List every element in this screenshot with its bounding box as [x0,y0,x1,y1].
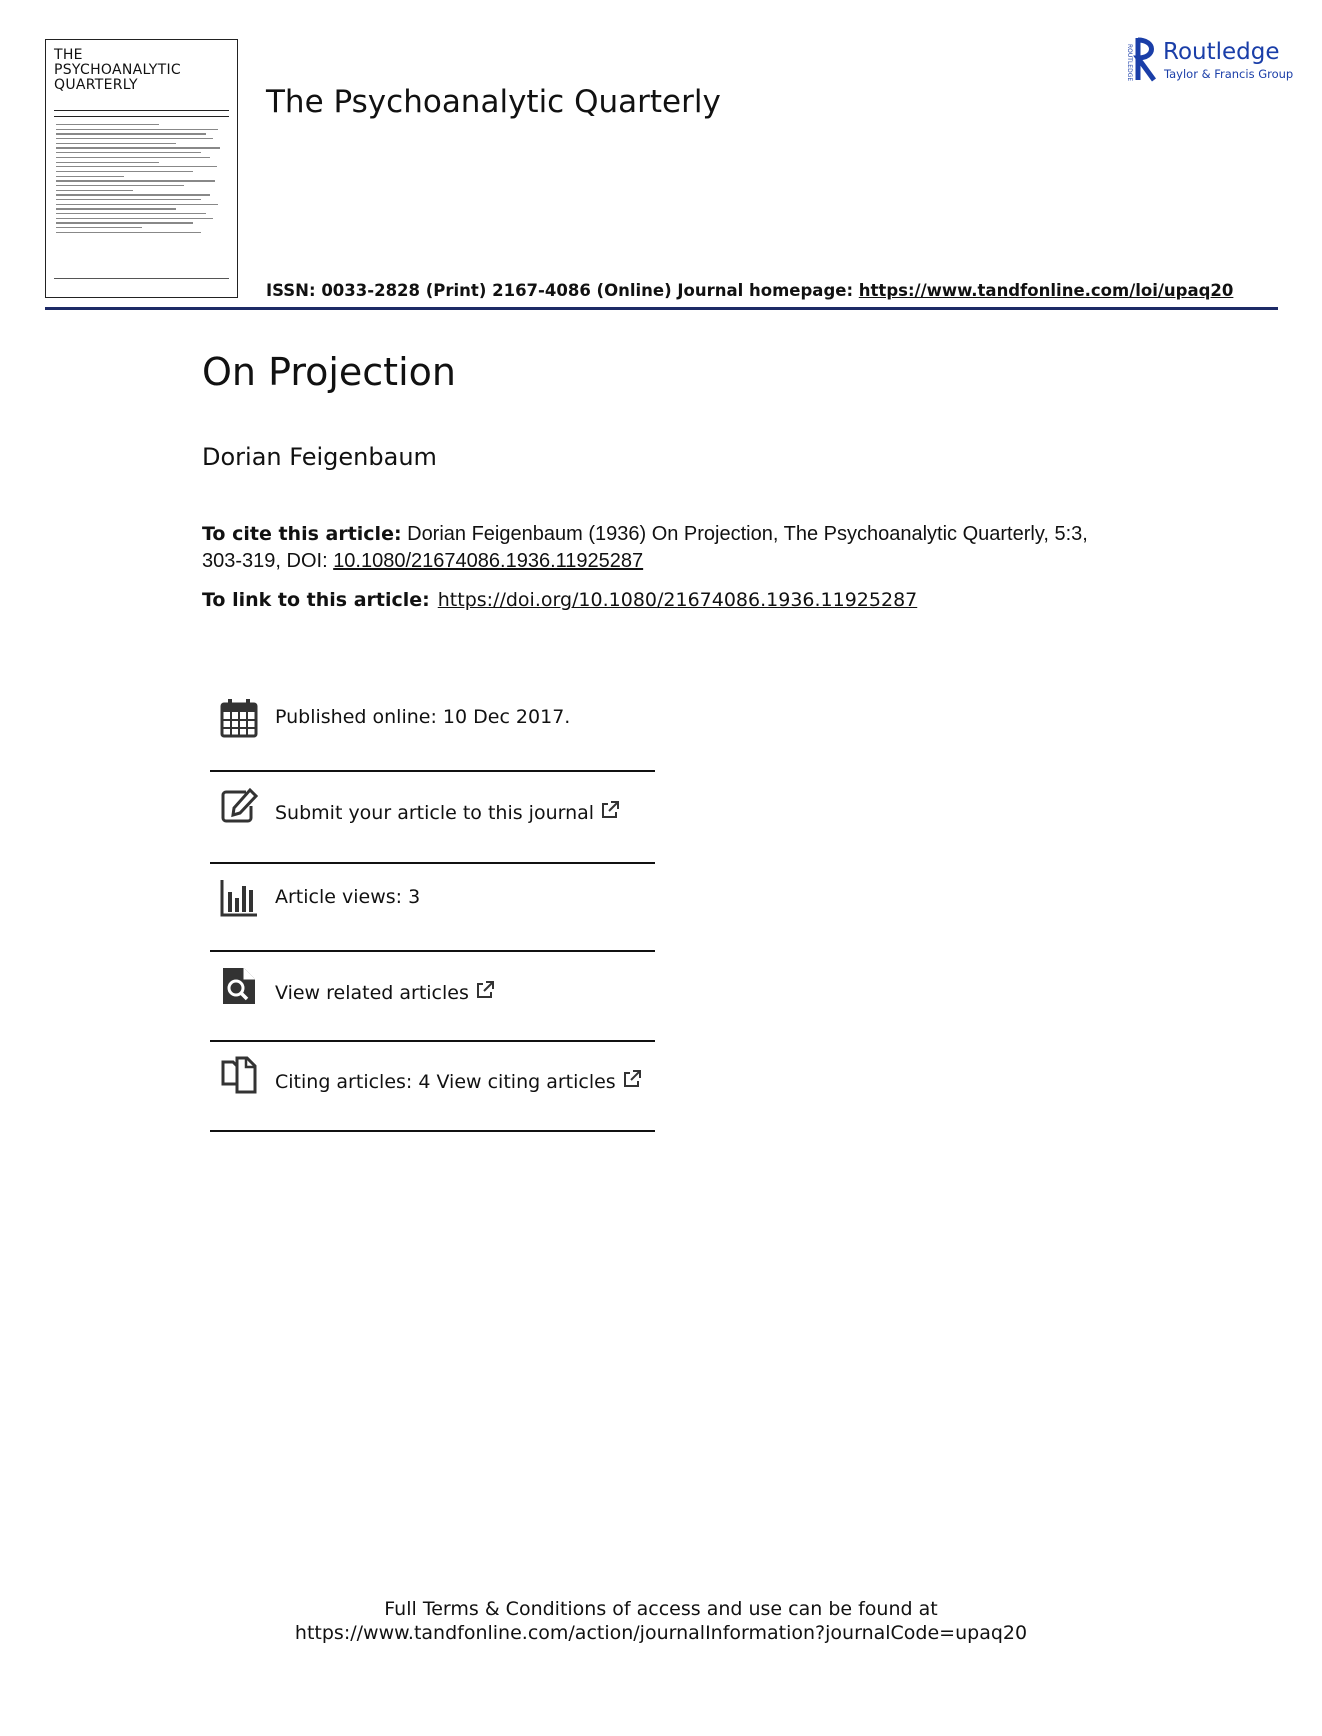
info-separator [210,770,655,772]
journal-homepage-link[interactable]: https://www.tandfonline.com/loi/upaq20 [858,281,1234,300]
cite-text: Dorian Feigenbaum (1936) On Projection, The Psychoanalytic Quarterly, 5:3, 303-319, DOI: [202,523,1088,572]
cite-label: To cite this article: [202,523,402,545]
article-views-text: Article views: 3 [275,886,421,908]
doi-link[interactable]: 10.1080/21674086.1936.11925287 [333,550,644,572]
issn-text: ISSN: 0033-2828 (Print) 2167-4086 (Online) Journal homepage: [266,281,859,300]
info-separator [210,950,655,952]
info-separator [210,862,655,864]
related-articles-item[interactable] [210,962,655,1050]
submit-article-item[interactable] [210,780,655,868]
citing-documents-icon [220,1054,258,1094]
link-label: To link to this article: [202,589,430,611]
routledge-logo-icon [1126,36,1156,82]
logo-vertical-text: ROUTLEDGE [1126,44,1133,82]
cover-footer-rule [54,278,229,283]
issn-line [266,281,1233,300]
published-online-text: Published online: 10 Dec 2017. [275,706,571,728]
cover-volume-bar [54,110,229,117]
citing-articles-item[interactable] [210,1050,655,1138]
publisher-group: Taylor & Francis Group [1164,67,1294,81]
citing-articles-text: Citing articles: 4 View citing articles [275,1071,616,1093]
terms-footer [0,1597,1322,1645]
bar-chart-icon [220,878,258,918]
header-divider [45,307,1278,310]
terms-text: Full Terms & Conditions of access and use can be found at [384,1598,938,1620]
terms-url[interactable]: https://www.tandfonline.com/action/journalInformation?journalCode=upaq20 [294,1622,1028,1644]
info-separator [210,1130,655,1132]
journal-cover-thumbnail [45,39,238,298]
article-title: On Projection [202,350,456,394]
edit-icon [220,786,258,826]
external-link-icon [622,1069,642,1089]
info-separator [210,1040,655,1042]
cover-title: THE PSYCHOANALYTIC QUARTERLY [54,47,181,93]
calendar-icon [220,698,258,738]
publisher-name: Routledge [1163,39,1280,65]
submit-article-text: Submit your article to this journal [275,802,595,824]
document-search-icon [220,966,258,1006]
journal-name: The Psychoanalytic Quarterly [266,84,721,120]
submit-article-link[interactable] [275,800,620,824]
external-link-icon [600,800,620,820]
external-link-icon [475,980,495,1000]
article-doi-url-link[interactable]: https://doi.org/10.1080/21674086.1936.11925287 [437,589,918,611]
article-views-item [210,872,655,960]
citation-block [202,521,1122,575]
related-articles-text: View related articles [275,982,469,1004]
related-articles-link[interactable] [275,980,495,1004]
article-link-block [202,589,917,611]
cover-contents-lines [56,124,227,237]
published-online-item [210,692,655,780]
article-author: Dorian Feigenbaum [202,443,437,471]
citing-articles-link[interactable] [275,1069,642,1093]
